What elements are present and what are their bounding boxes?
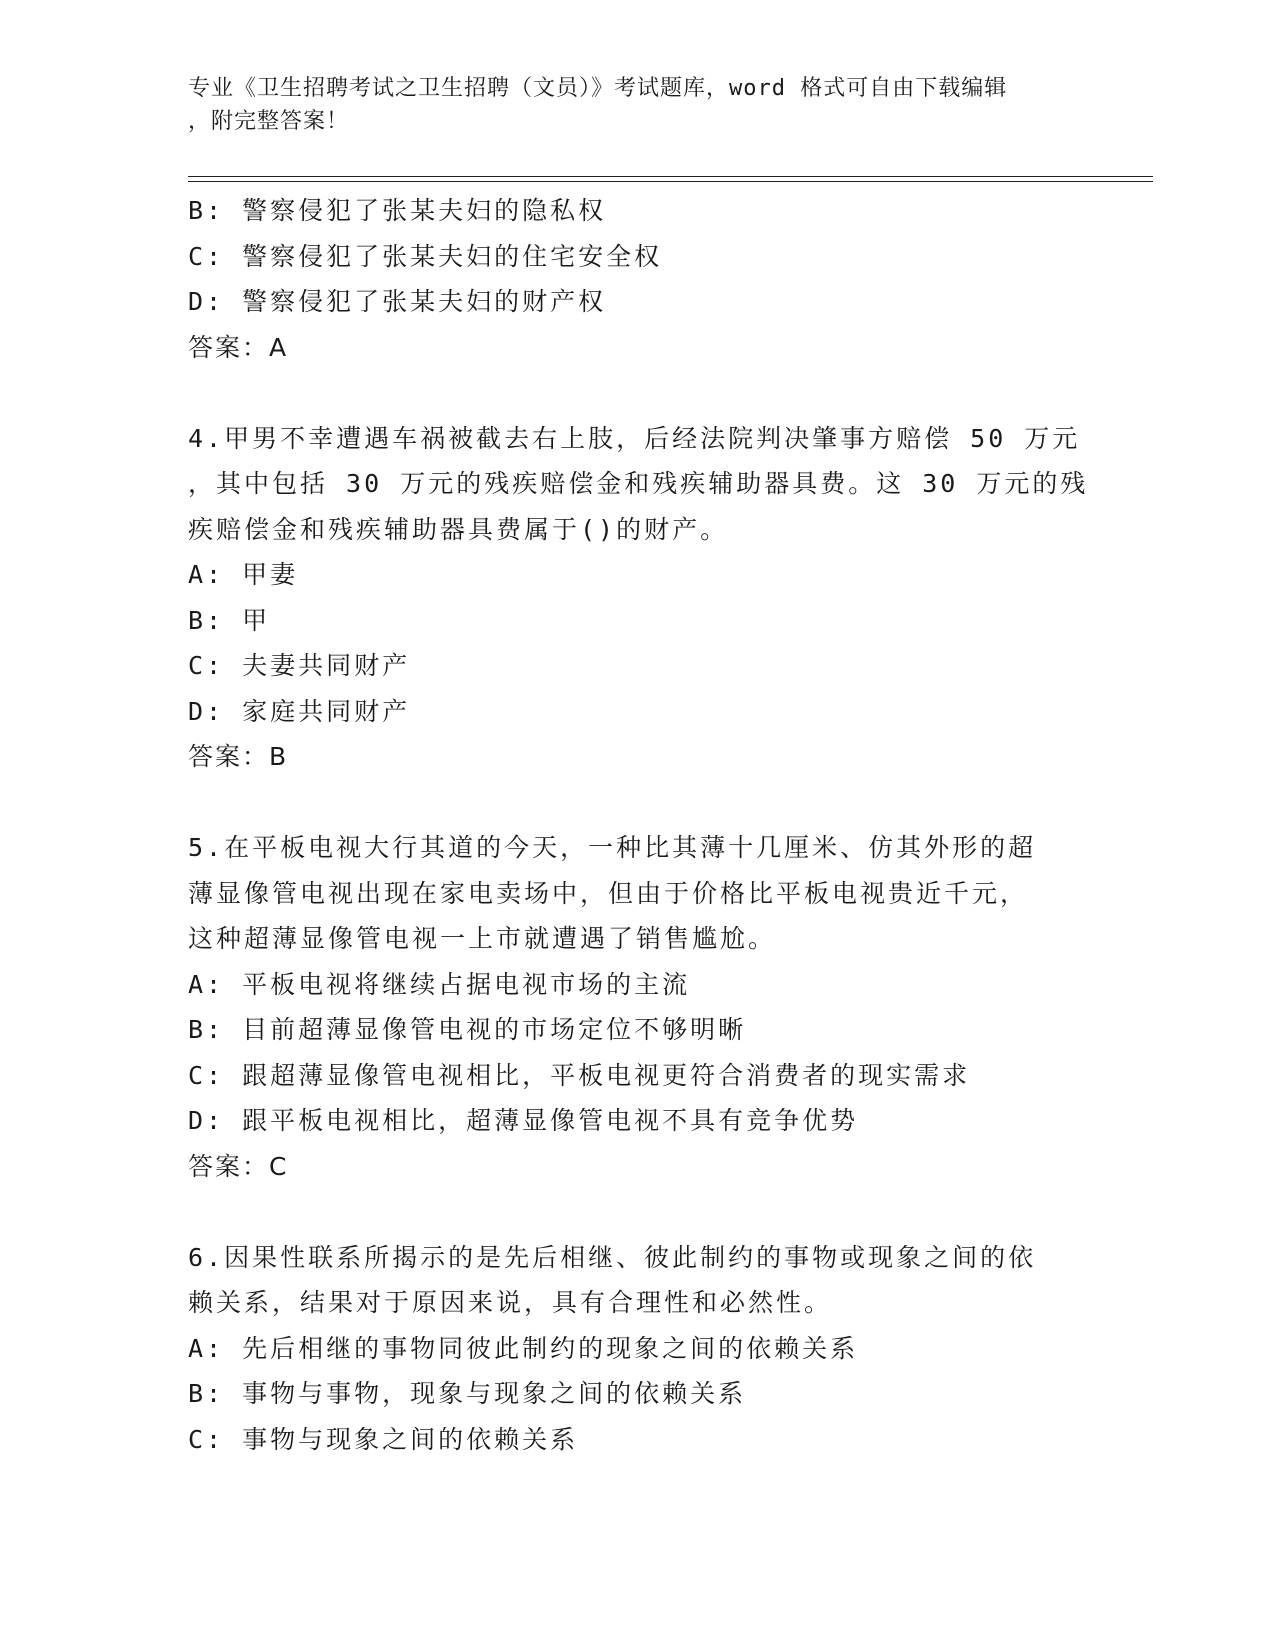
- option-c: C: 事物与现象之间的依赖关系: [188, 1424, 579, 1454]
- option-d: D: 跟平板电视相比，超薄显像管电视不具有竞争优势: [188, 1106, 859, 1135]
- option-c: C: 跟超薄显像管电视相比，平板电视更符合消费者的现实需求: [188, 1060, 971, 1090]
- option-a: A: 先后相继的事物同彼此制约的现象之间的依赖关系: [188, 1333, 859, 1363]
- option-c: C: 夫妻共同财产: [188, 651, 411, 680]
- question-text-line: 这种超薄显像管电视一上市就遭遇了销售尴尬。: [188, 924, 777, 953]
- question-text-line: 6.因果性联系所揭示的是先后相继、彼此制约的事物或现象之间的依: [188, 1242, 1037, 1272]
- answer-line: 答案：C: [188, 1151, 289, 1181]
- option-b: B: 甲: [188, 605, 271, 635]
- header-line-2: ，附完整答案！: [188, 109, 350, 134]
- question-text-line: 疾赔偿金和残疾辅助器具费属于()的财产。: [188, 514, 729, 544]
- header-divider-bottom: [188, 181, 1153, 182]
- option-b: B: 警察侵犯了张某夫妇的隐私权: [188, 196, 607, 225]
- document-body: [188, 188, 1089, 1462]
- option-d: D: 家庭共同财产: [188, 696, 411, 726]
- answer-line: 答案：B: [188, 742, 289, 771]
- question-4: [188, 416, 1089, 780]
- spacer: [188, 370, 1078, 416]
- question-3-tail: [188, 188, 1078, 370]
- header-divider-top: [188, 176, 1153, 177]
- option-b: B: 目前超薄显像管电视的市场定位不够明晰: [188, 1015, 747, 1044]
- header-line-1: 专业《卫生招聘考试之卫生招聘（文员）》考试题库，word 格式可自由下载编辑: [188, 76, 1008, 101]
- option-c: C: 警察侵犯了张某夫妇的住宅安全权: [188, 241, 663, 271]
- option-a: A: 甲妻: [188, 560, 299, 589]
- question-text-line: 薄显像管电视出现在家电卖场中，但由于价格比平板电视贵近千元，: [188, 878, 1029, 908]
- question-5: [188, 825, 1078, 1189]
- spacer: [188, 1189, 1078, 1235]
- document-header: [188, 72, 1078, 138]
- option-d: D: 警察侵犯了张某夫妇的财产权: [188, 287, 607, 316]
- option-b: B: 事物与事物，现象与现象之间的依赖关系: [188, 1379, 747, 1408]
- question-text-line: 赖关系，结果对于原因来说，具有合理性和必然性。: [188, 1288, 833, 1317]
- question-text-line: 5.在平板电视大行其道的今天，一种比其薄十几厘米、仿其外形的超: [188, 833, 1037, 862]
- question-text-line: ，其中包括 30 万元的残疾赔偿金和残疾辅助器具费。这 30 万元的残: [188, 469, 1089, 498]
- answer-line: 答案：A: [188, 332, 289, 362]
- question-text-line: 4.甲男不幸遭遇车祸被截去右上肢，后经法院判决肇事方赔偿 50 万元: [188, 423, 1081, 453]
- question-6: [188, 1235, 1078, 1463]
- spacer: [188, 780, 1078, 826]
- option-a: A: 平板电视将继续占据电视市场的主流: [188, 969, 691, 999]
